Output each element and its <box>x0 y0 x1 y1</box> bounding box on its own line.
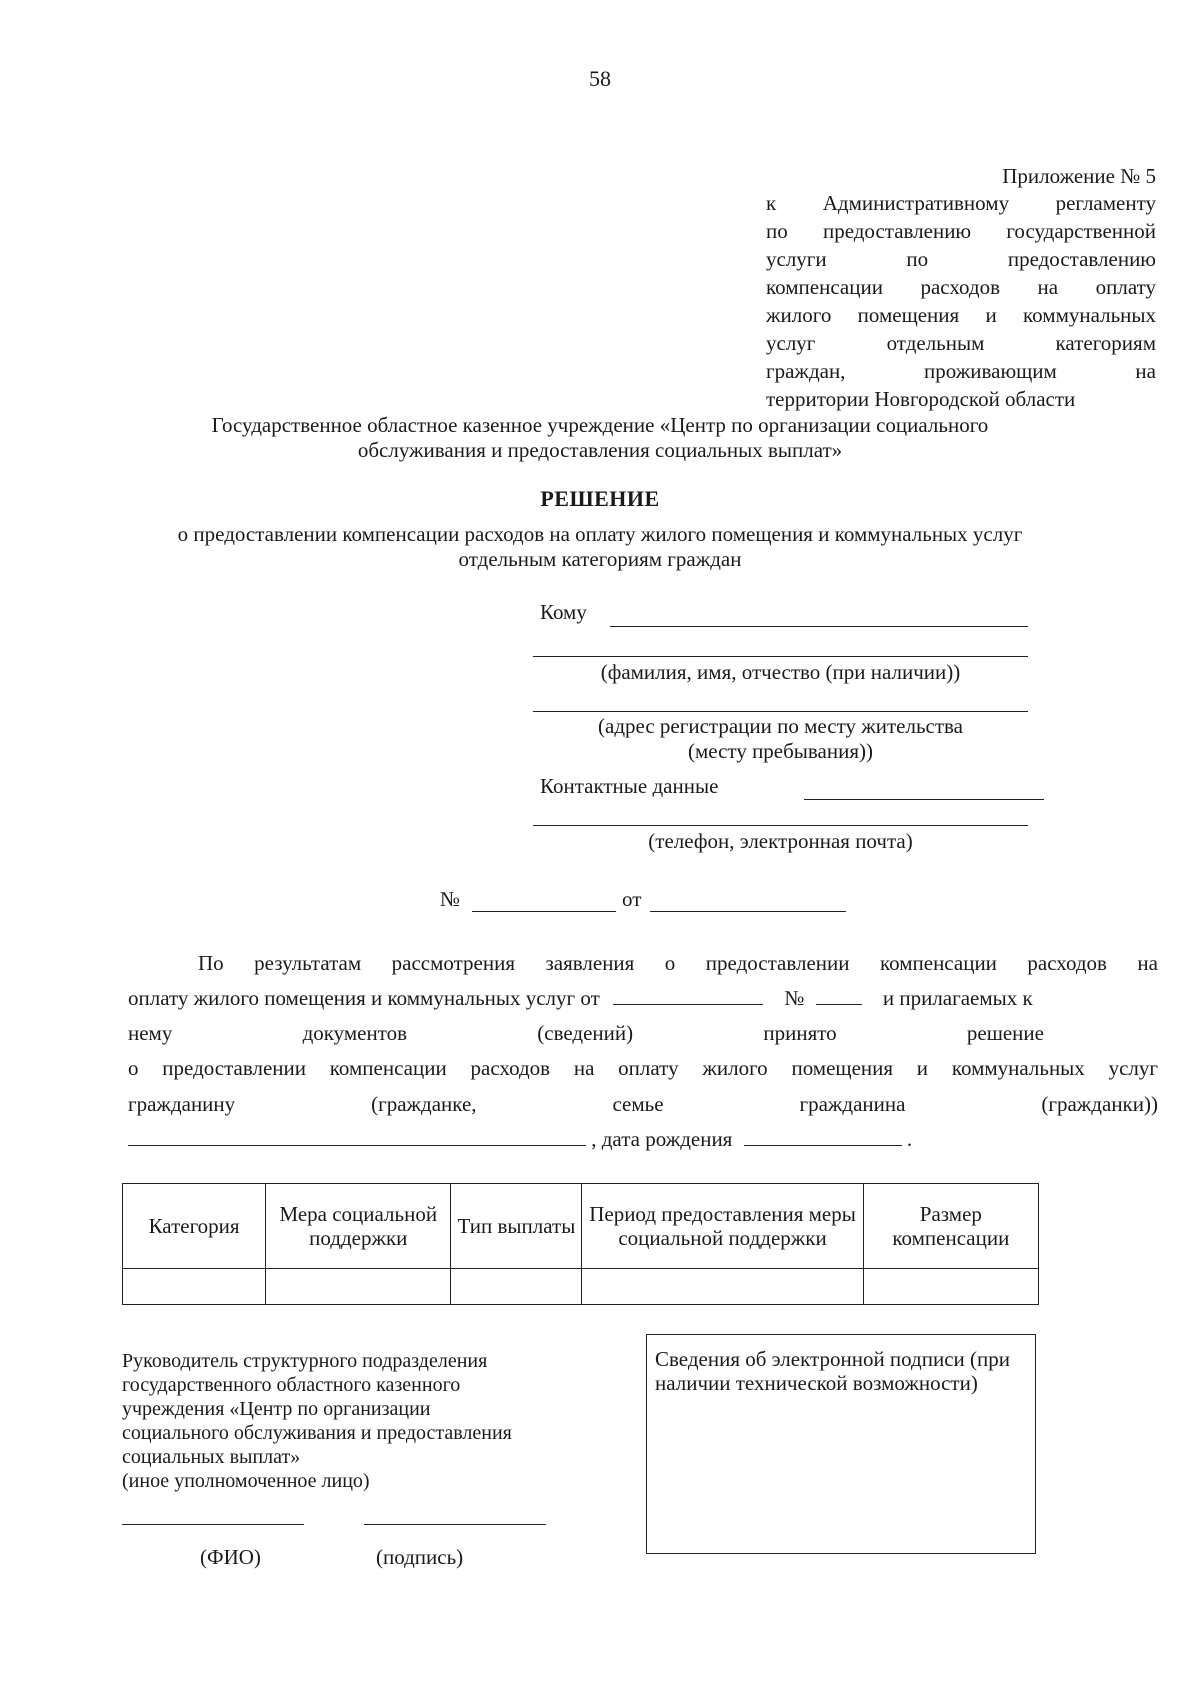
signer-block <box>122 1349 592 1493</box>
institution-line: обслуживания и предоставления социальных выплат» <box>357 438 843 462</box>
document-subtitle: о предоставлении компенсации расходов на оплату жилого помещения и коммунальных услуг <box>177 522 1023 546</box>
support-measures-table <box>122 1183 1039 1305</box>
body-word: решение <box>966 1021 1044 1045</box>
institution-line: Государственное областное казенное учреждение «Центр по организации социального <box>211 413 989 437</box>
document-title: РЕШЕНИЕ <box>540 486 660 511</box>
body-word: гражданину <box>128 1092 236 1116</box>
document-subtitle: отдельным категориям граждан <box>458 547 742 571</box>
column-header: Период предоставления меры социальной поддержки <box>582 1184 863 1269</box>
body-word: (гражданке, <box>371 1092 477 1116</box>
body-word: семье <box>612 1092 664 1116</box>
column-header: Тип выплаты <box>451 1184 582 1269</box>
body-word: нему <box>128 1021 173 1045</box>
table-cell[interactable] <box>266 1269 451 1305</box>
body-line: о предоставлении компенсации расходов на оплату жилого помещения и коммунальных услуг <box>128 1056 1158 1080</box>
body-text: № <box>784 986 805 1010</box>
signer-line: учреждения «Центр по организации <box>122 1398 431 1420</box>
contacts-caption: (телефон, электронная почта) <box>648 829 913 853</box>
column-header: Категория <box>123 1184 266 1269</box>
appendix-line: услуг отдельным категориям <box>766 331 1156 355</box>
signer-line: социальных выплат» <box>122 1446 301 1468</box>
birth-date-label: , дата рождения <box>591 1127 733 1151</box>
contacts-field[interactable] <box>804 799 1044 800</box>
decision-date-field[interactable] <box>650 911 846 912</box>
page-number: 58 <box>589 66 611 91</box>
application-number-field[interactable] <box>816 986 862 1005</box>
appendix-line: жилого помещения и коммунальных <box>766 303 1156 327</box>
body-line: По результатам рассмотрения заявления о предоставлении компенсации расходов на <box>198 951 1158 975</box>
e-signature-text: Сведения об электронной подписи (при наличии технической возможности) <box>655 1347 1011 1395</box>
body-text: оплату жилого помещения и коммунальных услуг от <box>128 986 600 1010</box>
table-cell[interactable] <box>451 1269 582 1305</box>
body-line-2 <box>128 986 1158 1011</box>
date-label: от <box>622 887 642 911</box>
body-word: (гражданки)) <box>1041 1092 1158 1116</box>
contacts-field-2[interactable] <box>533 825 1028 826</box>
body-word: принято <box>763 1021 837 1045</box>
recipient-to-field[interactable] <box>610 626 1028 627</box>
table-row <box>123 1269 1039 1305</box>
fio-caption: (ФИО) <box>200 1545 261 1569</box>
body-word: (сведений) <box>537 1021 634 1045</box>
signer-line: Руководитель структурного подразделения <box>122 1350 488 1372</box>
column-header: Мера социальной поддержки <box>266 1184 451 1269</box>
table-cell[interactable] <box>582 1269 863 1305</box>
address-caption: (месту пребывания)) <box>687 739 874 763</box>
body-line-3 <box>128 1021 1044 1046</box>
contacts-label: Контактные данные <box>540 774 719 798</box>
recipient-name-field[interactable] <box>533 656 1028 657</box>
recipient-address-field[interactable] <box>533 711 1028 712</box>
appendix-line: услуги по предоставлению <box>766 247 1156 271</box>
appendix-heading: Приложение № 5 <box>1002 164 1156 188</box>
appendix-line: территории Новгородской области <box>766 387 1076 411</box>
table-cell[interactable] <box>863 1269 1038 1305</box>
table-cell[interactable] <box>123 1269 266 1305</box>
number-label: № <box>440 887 461 911</box>
signature-field[interactable] <box>364 1524 546 1525</box>
body-text: и прилагаемых к <box>882 986 1033 1010</box>
signer-line: государственного областного казенного <box>122 1374 461 1396</box>
appendix-line: к Административному регламенту <box>766 191 1156 215</box>
table-header-row <box>123 1184 1039 1269</box>
address-caption: (адрес регистрации по месту жительства <box>598 714 963 738</box>
signer-line: (иное уполномоченное лицо) <box>122 1470 370 1492</box>
body-word: гражданина <box>799 1092 906 1116</box>
e-signature-box <box>646 1334 1036 1554</box>
recipient-to-label: Кому <box>540 600 587 624</box>
appendix-line: по предоставлению государственной <box>766 219 1156 243</box>
name-caption: (фамилия, имя, отчество (при наличии)) <box>600 660 961 684</box>
body-text: . <box>906 1127 913 1151</box>
signer-line: социального обслуживания и предоставления <box>122 1422 512 1444</box>
appendix-line: компенсации расходов на оплату <box>766 275 1156 299</box>
decision-number-field[interactable] <box>472 911 616 912</box>
appendix-line: граждан, проживающим на <box>766 359 1156 383</box>
body-line-6 <box>128 1127 912 1152</box>
body-word: документов <box>302 1021 408 1045</box>
signature-caption: (подпись) <box>376 1545 464 1569</box>
citizen-name-field[interactable] <box>128 1127 586 1146</box>
body-line-5 <box>128 1092 1158 1117</box>
birth-date-field[interactable] <box>744 1127 902 1146</box>
column-header: Размер компенсации <box>863 1184 1038 1269</box>
application-date-field[interactable] <box>613 986 763 1005</box>
fio-field[interactable] <box>122 1524 304 1525</box>
